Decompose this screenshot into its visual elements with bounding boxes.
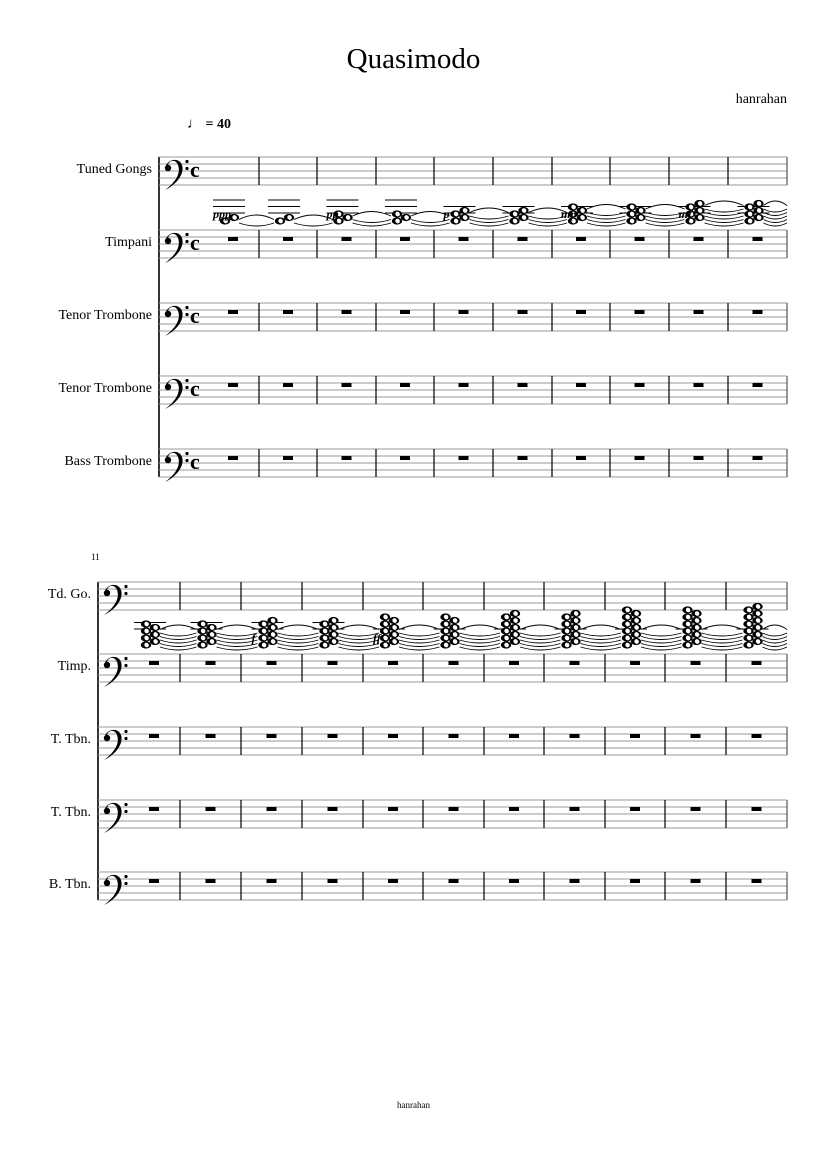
- whole-rest-icon: [576, 310, 586, 314]
- whole-rest-icon: [328, 807, 338, 811]
- tie: [702, 644, 743, 647]
- whole-rest-icon: [283, 456, 293, 460]
- staff-tenor-trombone: [159, 303, 787, 336]
- whole-rest-icon: [328, 661, 338, 665]
- system-1: [159, 157, 787, 482]
- whole-rest-icon: [753, 456, 763, 460]
- whole-rest-icon: [228, 383, 238, 387]
- tie: [764, 209, 788, 212]
- tie: [217, 625, 258, 630]
- whole-rest-icon: [342, 383, 352, 387]
- whole-rest-icon: [388, 807, 398, 811]
- instrument-label: T. Tbn.: [50, 732, 91, 747]
- tie: [763, 637, 788, 640]
- tie: [763, 644, 788, 647]
- gong-chords: [212, 200, 787, 226]
- tie: [353, 223, 392, 226]
- whole-rest-icon: [576, 456, 586, 460]
- tie: [705, 201, 744, 206]
- whole-rest-icon: [283, 237, 293, 241]
- whole-rest-icon: [691, 734, 701, 738]
- whole-rest-icon: [388, 734, 398, 738]
- whole-rest-icon: [228, 310, 238, 314]
- tie: [520, 637, 561, 640]
- whole-rest-icon: [342, 456, 352, 460]
- whole-rest-icon: [206, 807, 216, 811]
- whole-rest-icon: [228, 237, 238, 241]
- whole-rest-icon: [635, 310, 645, 314]
- tie: [239, 215, 274, 220]
- score-title: Quasimodo: [346, 43, 481, 75]
- dynamic-marking: mp: [561, 207, 577, 221]
- whole-rest-icon: [694, 237, 704, 241]
- common-time-icon: c: [190, 157, 200, 182]
- staff-timp: [98, 654, 787, 687]
- footer-text: hanrahan: [397, 1100, 430, 1110]
- tie: [641, 637, 682, 640]
- tie: [160, 637, 197, 640]
- tie: [705, 216, 744, 219]
- tie: [702, 647, 743, 650]
- tie: [764, 201, 788, 206]
- instrument-label: Timp.: [57, 659, 91, 674]
- whole-rest-icon: [691, 879, 701, 883]
- staff-b-tbn: [98, 872, 787, 905]
- tie: [353, 220, 392, 223]
- tie: [470, 220, 509, 223]
- tie: [581, 625, 622, 630]
- whole-rest-icon: [752, 661, 762, 665]
- whole-rest-icon: [509, 807, 519, 811]
- tie: [339, 625, 380, 630]
- instrument-label: B. Tbn.: [48, 877, 91, 892]
- dynamic-marking: p: [443, 207, 450, 221]
- whole-rest-icon: [630, 661, 640, 665]
- tie: [278, 637, 319, 640]
- tie: [160, 647, 197, 650]
- tie: [460, 647, 501, 650]
- tie: [339, 647, 380, 650]
- whole-rest-icon: [635, 456, 645, 460]
- whole-rest-icon: [459, 383, 469, 387]
- whole-rest-icon: [518, 383, 528, 387]
- tie: [702, 633, 743, 636]
- dynamic-marking: ppp: [213, 207, 231, 221]
- tie: [641, 640, 682, 643]
- whole-rest-icon: [635, 237, 645, 241]
- common-time-icon: c: [190, 449, 200, 474]
- whole-rest-icon: [753, 237, 763, 241]
- tie: [460, 625, 501, 630]
- tie: [460, 644, 501, 647]
- tie: [160, 633, 197, 636]
- whole-rest-icon: [518, 456, 528, 460]
- whole-rest-icon: [570, 807, 580, 811]
- instrument-label: Tenor Trombone: [58, 381, 152, 396]
- tie: [641, 647, 682, 650]
- tie: [470, 223, 509, 226]
- common-time-icon: c: [190, 376, 200, 401]
- tie: [641, 633, 682, 636]
- whole-rest-icon: [459, 310, 469, 314]
- whole-rest-icon: [400, 237, 410, 241]
- whole-rest-icon: [449, 879, 459, 883]
- tie: [764, 220, 788, 223]
- common-time-icon: c: [190, 230, 200, 255]
- tie: [702, 640, 743, 643]
- tie: [294, 223, 333, 226]
- tie: [581, 647, 622, 650]
- tie: [641, 644, 682, 647]
- instrument-label: Td. Go.: [47, 587, 91, 602]
- whole-rest-icon: [449, 807, 459, 811]
- whole-rest-icon: [228, 456, 238, 460]
- tie: [520, 644, 561, 647]
- staff-tuned-gongs: [159, 157, 787, 190]
- tie: [702, 637, 743, 640]
- whole-rest-icon: [753, 310, 763, 314]
- tie: [641, 625, 682, 630]
- tie: [705, 209, 744, 212]
- tie: [581, 644, 622, 647]
- measure-number: 11: [91, 552, 100, 562]
- tie: [399, 625, 440, 630]
- whole-rest-icon: [694, 456, 704, 460]
- whole-rest-icon: [388, 661, 398, 665]
- instrument-label: Tuned Gongs: [76, 162, 152, 177]
- instrument-label: Tenor Trombone: [58, 308, 152, 323]
- instrument-label: Timpani: [105, 235, 152, 250]
- composer-name: hanrahan: [735, 92, 787, 107]
- tie: [217, 647, 258, 650]
- whole-rest-icon: [267, 734, 277, 738]
- tie: [581, 637, 622, 640]
- tie: [763, 633, 788, 636]
- tie: [399, 647, 440, 650]
- tempo-value: = 40: [205, 117, 231, 132]
- whole-rest-icon: [752, 879, 762, 883]
- whole-rest-icon: [630, 879, 640, 883]
- whole-rest-icon: [752, 734, 762, 738]
- staff-tenor-trombone: [159, 376, 787, 409]
- instrument-label: Bass Trombone: [64, 454, 152, 469]
- tie: [763, 640, 788, 643]
- tie: [399, 633, 440, 636]
- whole-rest-icon: [449, 734, 459, 738]
- tie: [529, 223, 568, 226]
- quarter-note-icon: ♩: [187, 116, 202, 132]
- tie: [763, 647, 788, 650]
- whole-rest-icon: [691, 661, 701, 665]
- staff-bass-trombone: [159, 449, 787, 482]
- whole-rest-icon: [342, 310, 352, 314]
- whole-rest-icon: [283, 383, 293, 387]
- whole-rest-icon: [691, 807, 701, 811]
- whole-rest-icon: [206, 661, 216, 665]
- whole-rest-icon: [509, 879, 519, 883]
- whole-rest-icon: [576, 237, 586, 241]
- staff-t-tbn: [98, 727, 787, 760]
- whole-rest-icon: [630, 807, 640, 811]
- whole-rest-icon: [570, 734, 580, 738]
- whole-rest-icon: [694, 383, 704, 387]
- whole-rest-icon: [206, 879, 216, 883]
- tie: [160, 640, 197, 643]
- tie: [764, 216, 788, 219]
- tie: [587, 220, 626, 223]
- dynamic-marking: ff: [373, 631, 381, 645]
- dynamic-marking: pp: [326, 207, 339, 221]
- tie: [460, 640, 501, 643]
- tie: [581, 633, 622, 636]
- tie: [399, 644, 440, 647]
- whole-rest-icon: [449, 661, 459, 665]
- whole-rest-icon: [694, 310, 704, 314]
- dynamic-marking: mf: [678, 207, 692, 221]
- whole-rest-icon: [149, 734, 159, 738]
- tie: [702, 625, 743, 630]
- whole-rest-icon: [149, 661, 159, 665]
- whole-rest-icon: [570, 661, 580, 665]
- whole-rest-icon: [267, 807, 277, 811]
- tie: [460, 637, 501, 640]
- tie: [705, 220, 744, 223]
- whole-rest-icon: [400, 310, 410, 314]
- tie: [353, 212, 392, 217]
- tie: [520, 625, 561, 630]
- tie: [411, 223, 450, 226]
- tie: [239, 223, 274, 226]
- whole-rest-icon: [400, 456, 410, 460]
- tie: [764, 223, 788, 226]
- tie: [278, 625, 319, 630]
- whole-rest-icon: [635, 383, 645, 387]
- whole-rest-icon: [328, 734, 338, 738]
- tie: [520, 633, 561, 636]
- whole-rest-icon: [267, 879, 277, 883]
- instrument-label: T. Tbn.: [50, 805, 91, 820]
- tie: [470, 216, 509, 219]
- tie: [278, 647, 319, 650]
- whole-rest-icon: [328, 879, 338, 883]
- whole-rest-icon: [570, 879, 580, 883]
- whole-rest-icon: [149, 807, 159, 811]
- tie: [160, 644, 197, 647]
- dynamic-marking: f: [251, 631, 256, 645]
- tie: [587, 216, 626, 219]
- whole-rest-icon: [342, 237, 352, 241]
- tie: [520, 647, 561, 650]
- whole-rest-icon: [518, 310, 528, 314]
- tie: [581, 640, 622, 643]
- whole-rest-icon: [388, 879, 398, 883]
- whole-rest-icon: [753, 383, 763, 387]
- whole-rest-icon: [459, 456, 469, 460]
- tie: [278, 644, 319, 647]
- whole-rest-icon: [630, 734, 640, 738]
- common-time-icon: c: [190, 303, 200, 328]
- whole-rest-icon: [752, 807, 762, 811]
- tie: [705, 223, 744, 226]
- whole-rest-icon: [509, 734, 519, 738]
- tie: [278, 633, 319, 636]
- tie: [399, 637, 440, 640]
- whole-rest-icon: [400, 383, 410, 387]
- whole-rest-icon: [283, 310, 293, 314]
- tie: [470, 208, 509, 213]
- whole-rest-icon: [267, 661, 277, 665]
- system-2: [91, 552, 787, 905]
- tie: [460, 633, 501, 636]
- tie: [278, 640, 319, 643]
- staff-t-tbn: [98, 800, 787, 833]
- whole-rest-icon: [206, 734, 216, 738]
- tie: [399, 640, 440, 643]
- whole-rest-icon: [518, 237, 528, 241]
- tie: [587, 223, 626, 226]
- tie: [520, 640, 561, 643]
- tie: [646, 223, 685, 226]
- whole-rest-icon: [576, 383, 586, 387]
- whole-rest-icon: [459, 237, 469, 241]
- whole-rest-icon: [149, 879, 159, 883]
- staff-timpani: [159, 230, 787, 263]
- whole-rest-icon: [509, 661, 519, 665]
